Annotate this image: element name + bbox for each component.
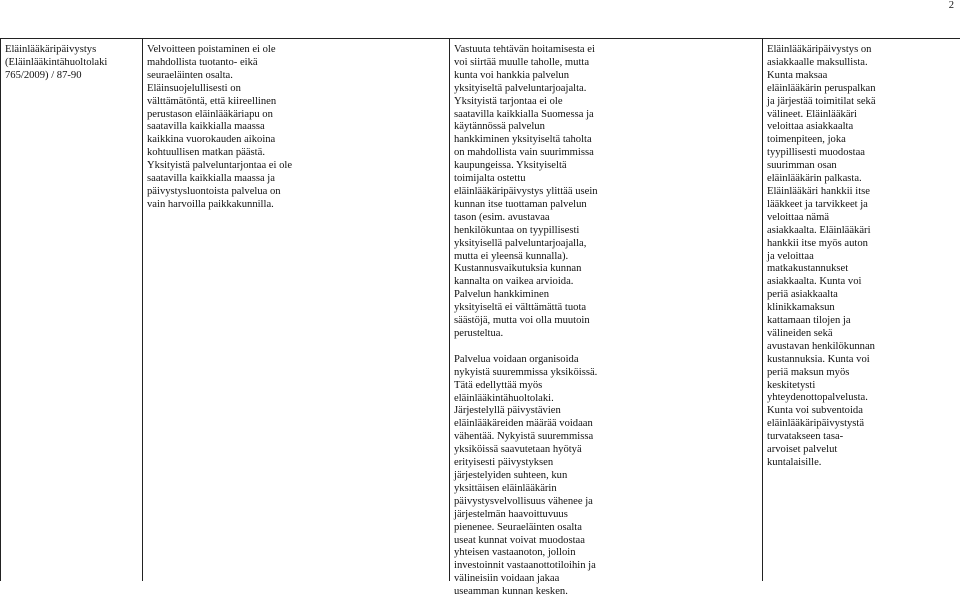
cell-text-assessment: Velvoitteen poistaminen ei ole mahdollista tuotanto- eikä seuraeläinten osalta. Eläinsuojelullisesti on välttämätöntä, että kiireellinen perustason eläinlääkäriapu on saatavilla kaikkialla maassa kaikkina vuorokauden aikoina kohtuullisen matkan päästä. Yksityistä palveluntarjontaa ei ole saatavilla kaikkialla maassa ja päivystysluontoista palvelua on vain harvoilla paikkakunnilla. <box>147 44 293 210</box>
table-cell-assessment <box>143 39 450 581</box>
table-cell-alternatives <box>450 39 763 598</box>
cell-text-costs: Eläinlääkäripäivystys on asiakkaalle maksullista. Kunta maksaa eläinlääkärin peruspalkan ja järjestää toimitilat sekä välineet. Eläinlääkäri veloittaa asiakkaalta toimenpiteen, joka tyypillisesti muodostaa suurimman osan eläinlääkärin palkasta. Eläinlääkäri hankkii itse lääkkeet ja tarvikkeet ja veloittaa nämä asiakkaalta. Eläinlääkäri hankkii itse myös auton ja veloittaa matkakustannukset asiakkaalta. Kunta voi periä asiakkaalta klinikkamaksun kattamaan tilojen ja välineiden sekä avustavan henkilökunnan kustannuksia. Kunta voi periä maksun myös keskitetysti yhteydenottopalvelusta. Kunta voi subventoida eläinlääkäripäivystystä turvatakseen tasa- arvoiset palvelut kuntalaisille. <box>767 44 876 468</box>
table-cell-topic <box>1 39 143 581</box>
cell-text-alternatives-p1: Vastuuta tehtävän hoitamisesta ei voi siirtää muulle taholle, mutta kunta voi hankkia palvelun yksityiseltä palveluntarjoajalta. Yksityistä tarjontaa ei ole saatavilla kaikkialla Suomessa ja käytännössä palvelun hankkiminen yksityiseltä taholta on mahdollista vain suurimmissa kaupungeissa. Yksityiseltä toimijalta ostettu eläinlääkäripäivystys ylittää usein kunnan itse tuottaman palvelun tason (esim. avustavaa henkilökuntaa on tyypillisesti yksityisellä palveluntarjoajalla, mutta ei yleensä kunnalla). Kustannusvaikutuksia kunnan kannalta on vaikea arvioida. Palvelun hankkiminen yksityiseltä ei välttämättä tuota säästöjä, mutta voi olla muutoin perusteltua. <box>454 44 598 339</box>
content-table <box>0 38 960 598</box>
paragraph-gap <box>454 341 758 354</box>
cell-text-alternatives-p2: Palvelua voidaan organisoida nykyistä suuremmissa yksiköissä. Tätä edellyttää myös eläinlääkintähuoltolaki. Järjestelyllä päivystävien eläinlääkäreiden määrää voidaan vähentää. Nykyistä suuremmissa yksiköissä saavutetaan hyötyä erityisesti päivystyksen järjestelyiden suhteen, kun yksittäisen eläinlääkärin päivystysvelvollisuus vähenee ja järjestelmän haavoittuvuus pienenee. Seurаeläinten osalta useat kunnat voivat muodostaa yhteisen vastaanoton, jolloin investoinnit vastaanottotiloihin ja välineisiin voidaan jakaa useamman kunnan kesken. <box>454 353 598 598</box>
page-number: 2 <box>948 0 954 11</box>
table-cell-costs <box>763 39 961 581</box>
cell-text-topic: Eläinlääkäripäivystys (Eläinlääkintähuoltolaki 765/2009) / 87-90 <box>5 44 108 81</box>
